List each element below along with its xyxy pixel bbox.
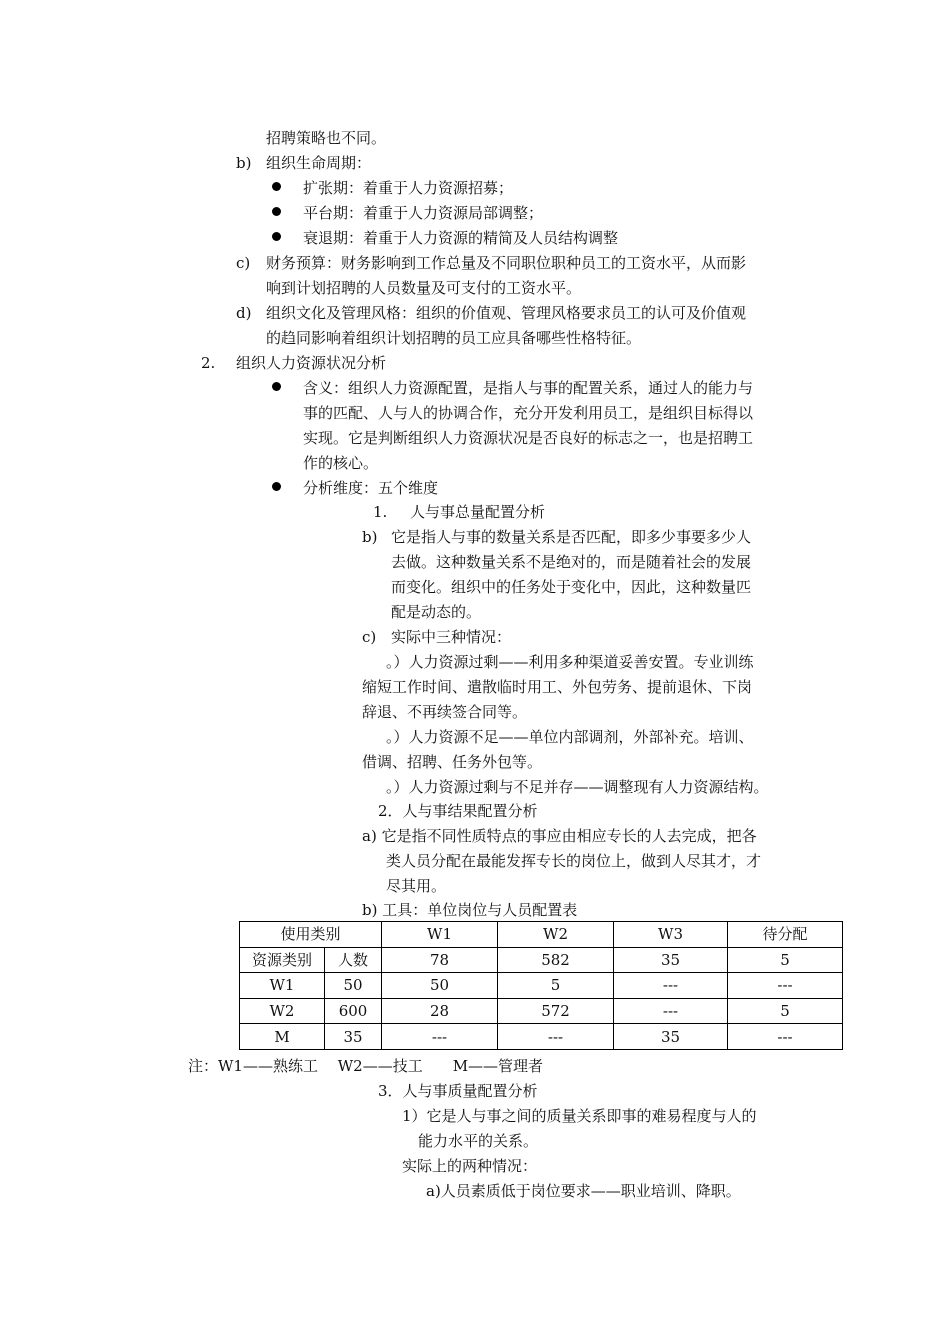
table-header-cell: W3 <box>614 922 728 948</box>
table-cell: 5 <box>728 998 843 1024</box>
bullet-icon <box>272 207 281 216</box>
list-marker: c) <box>236 254 251 272</box>
table-cell: 50 <box>325 973 382 999</box>
table-subheader-row <box>240 947 843 973</box>
section-heading: 组织人力资源状况分析 <box>236 354 387 372</box>
table-cell: --- <box>614 998 728 1024</box>
list-marker: b) <box>362 528 378 546</box>
table-cell: 资源类别 <box>240 947 325 973</box>
bullet-icon <box>272 182 281 191</box>
table-header-cell: W2 <box>498 922 614 948</box>
text-line: 作的核心。 <box>303 454 379 472</box>
text-line: 实际上的两种情况： <box>402 1157 538 1175</box>
text-line: 事的匹配、人与人的协调合作，充分开发利用员工，是组织目标得以 <box>303 404 754 422</box>
text-line: 组织文化及管理风格：组织的价值观、管理风格要求员工的认可及价值观 <box>266 304 747 322</box>
table-cell: --- <box>382 1024 498 1050</box>
table-header-cell: 使用类别 <box>240 922 382 948</box>
text-line: 而变化。组织中的任务处于变化中，因此，这种数量匹 <box>391 578 752 596</box>
text-line: 尽其用。 <box>386 877 447 895</box>
bullet-icon <box>272 232 281 241</box>
text-line: 去做。这种数量关系不是绝对的，而是随着社会的发展 <box>391 553 752 571</box>
table-cell: W1 <box>240 973 325 999</box>
table-cell: 35 <box>325 1024 382 1050</box>
list-marker: c) <box>362 628 377 646</box>
list-marker: 1. <box>373 503 388 521</box>
table-cell: 50 <box>382 973 498 999</box>
table-header-cell: W1 <box>382 922 498 948</box>
text-line: 组织生命周期： <box>266 154 372 172</box>
table-cell: 28 <box>382 998 498 1024</box>
text-line: 能力水平的关系。 <box>418 1132 539 1150</box>
table-row <box>240 1024 843 1050</box>
table-cell: --- <box>728 973 843 999</box>
table-cell: --- <box>498 1024 614 1050</box>
table-header-row <box>240 922 843 948</box>
text-line: 响到计划招聘的人员数量及可支付的工资水平。 <box>266 279 582 297</box>
text-line: 财务预算：财务影响到工作总量及不同职位职种员工的工资水平，从而影 <box>266 254 747 272</box>
text-line: a)人员素质低于岗位要求——职业培训、降职。 <box>426 1182 741 1200</box>
text-line: 1）它是人与事之间的质量关系即事的难易程度与人的 <box>402 1107 757 1125</box>
text-line: 。）人力资源过剩——利用多种渠道妥善安置。专业训练 <box>386 653 754 671</box>
text-line: 招聘策略也不同。 <box>266 129 387 147</box>
subsection-heading: 2．人与事结果配置分析 <box>378 802 538 820</box>
text-line: 它是指人与事的数量关系是否匹配，即多少事要多少人 <box>391 528 752 546</box>
text-line: 实际中三种情况： <box>391 628 512 646</box>
text-line: 扩张期：着重于人力资源招募； <box>303 179 514 197</box>
staffing-table <box>239 921 843 1050</box>
text-line: 衰退期：着重于人力资源的精简及人员结构调整 <box>303 229 619 247</box>
text-line: 借调、招聘、任务外包等。 <box>362 753 543 771</box>
table-cell: 人数 <box>325 947 382 973</box>
table-cell: 5 <box>498 973 614 999</box>
text-line: b) 工具：单位岗位与人员配置表 <box>362 901 578 919</box>
table-cell: 35 <box>614 947 728 973</box>
table-row <box>240 998 843 1024</box>
text-line: a) 它是指不同性质特点的事应由相应专长的人去完成，把各 <box>362 827 757 845</box>
table-cell: 600 <box>325 998 382 1024</box>
table-cell: 582 <box>498 947 614 973</box>
text-line: 缩短工作时间、遣散临时用工、外包劳务、提前退休、下岗 <box>362 678 753 696</box>
text-line: 平台期：着重于人力资源局部调整； <box>303 204 544 222</box>
table-header-cell: 待分配 <box>728 922 843 948</box>
table-cell: --- <box>614 973 728 999</box>
text-line: 实现。它是判断组织人力资源状况是否良好的标志之一，也是招聘工 <box>303 429 754 447</box>
table-cell: 5 <box>728 947 843 973</box>
table-cell: --- <box>728 1024 843 1050</box>
list-marker: b) <box>236 154 252 172</box>
section-number: 2. <box>201 354 216 372</box>
subsection-heading: 3．人与事质量配置分析 <box>378 1082 538 1100</box>
subsection-heading: 人与事总量配置分析 <box>410 503 546 521</box>
table-note: 注：W1——熟练工 W2——技工 M——管理者 <box>188 1057 544 1075</box>
bullet-icon <box>272 382 281 391</box>
text-line: 含义：组织人力资源配置，是指人与事的配置关系，通过人的能力与 <box>303 379 754 397</box>
bullet-icon <box>272 482 281 491</box>
table-cell: 35 <box>614 1024 728 1050</box>
table-cell: W2 <box>240 998 325 1024</box>
text-line: 类人员分配在最能发挥专长的岗位上，做到人尽其才，才 <box>386 852 762 870</box>
text-line: 辞退、不再续签合同等。 <box>362 703 528 721</box>
table-row <box>240 973 843 999</box>
text-line: 分析维度：五个维度 <box>303 479 439 497</box>
text-line: 配是动态的。 <box>391 603 482 621</box>
text-line: 。）人力资源不足——单位内部调剂，外部补充。培训、 <box>386 728 754 746</box>
table-cell: 78 <box>382 947 498 973</box>
table-cell: M <box>240 1024 325 1050</box>
text-line: 。）人力资源过剩与不足并存——调整现有人力资源结构。 <box>386 778 769 796</box>
list-marker: d) <box>236 304 252 322</box>
table-cell: 572 <box>498 998 614 1024</box>
text-line: 的趋同影响着组织计划招聘的员工应具备哪些性格特征。 <box>266 329 642 347</box>
